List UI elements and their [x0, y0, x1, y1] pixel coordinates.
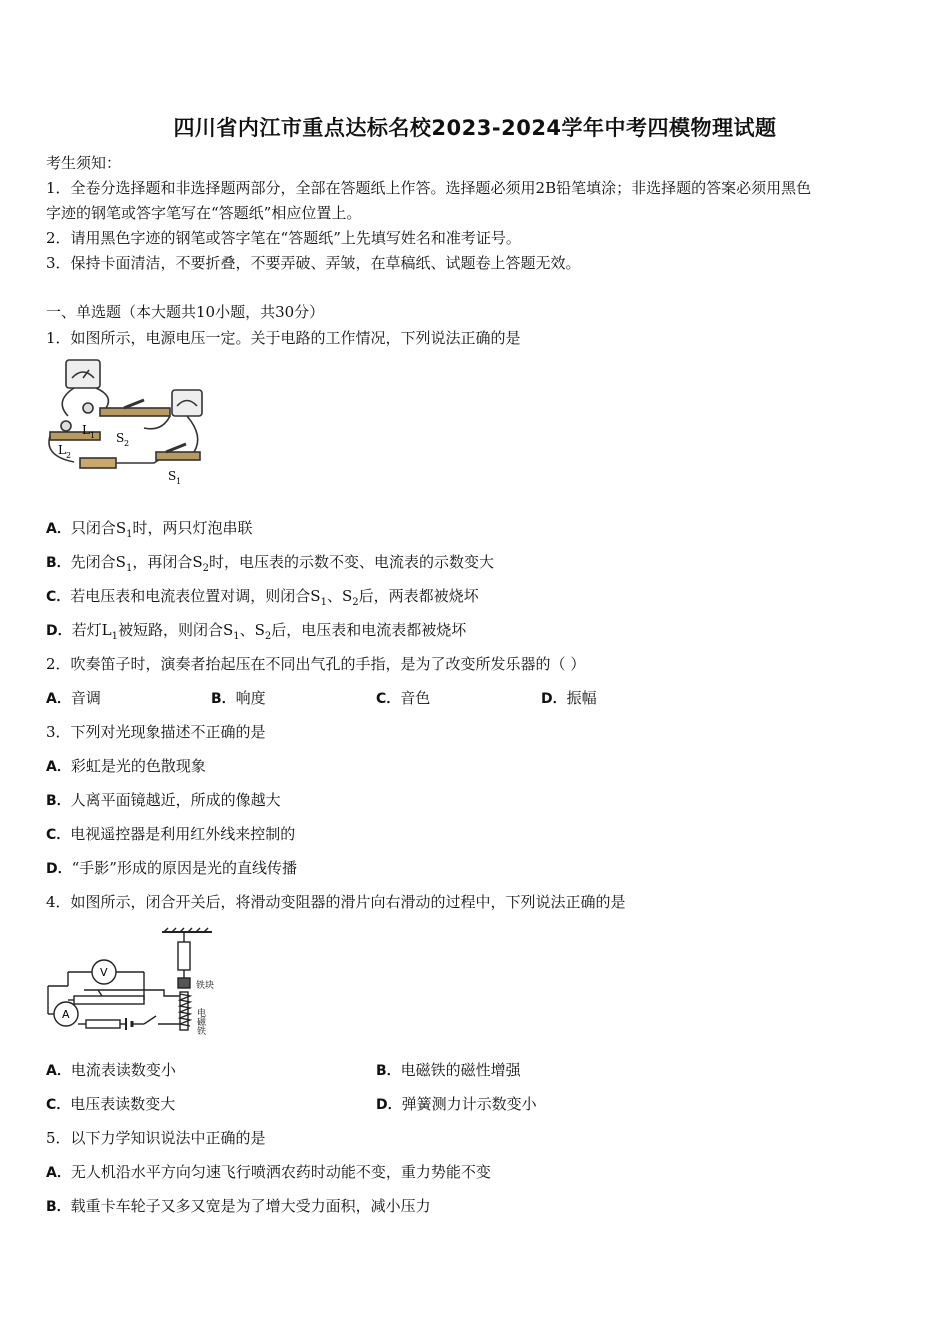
q2-option-b: B．响度 [211, 689, 266, 707]
q4-option-c: C．电压表读数变大 [46, 1095, 176, 1113]
circuit-figure-1 [44, 356, 214, 486]
q5-option-a: A．无人机沿水平方向匀速飞行喷洒农药时动能不变，重力势能不变 [46, 1163, 491, 1181]
switch-icon [144, 1016, 156, 1024]
q1-option-d: D．若灯$L_1$被短路，则闭合$S_1$、$S_2$后，电压表和电流表都被烧坏 [46, 621, 467, 642]
label-l2: L [58, 443, 66, 457]
q3-option-c: C．电视遥控器是利用红外线来控制的 [46, 825, 296, 843]
notice-item: 2．请用黑色字迹的钢笔或答字笔在“答题纸”上先填写姓名和准考证号。 [46, 229, 521, 247]
switch-s2-base-icon [100, 408, 170, 416]
question-4-stem: 4．如图所示，闭合开关后，将滑动变阻器的滑片向右滑动的过程中，下列说法正确的是 [46, 893, 626, 911]
q2-option-c: C．音色 [376, 689, 431, 707]
notice-heading: 考生须知： [46, 154, 122, 172]
svg-text:1: 1 [90, 431, 96, 440]
resistor-icon [86, 1020, 120, 1028]
svg-text:2: 2 [124, 439, 130, 448]
question-3-stem: 3．下列对光现象描述不正确的是 [46, 723, 266, 741]
q2-option-d: D．振幅 [541, 689, 597, 707]
label-electromagnet: 电磁铁 [195, 1008, 205, 1035]
iron-block-icon [178, 978, 190, 988]
q1-option-b: B．先闭合$S_1$，再闭合$S_2$时，电压表的示数不变、电流表的示数变大 [46, 553, 494, 574]
q1-option-c: C．若电压表和电流表位置对调，则闭合$S_1$、$S_2$后，两表都被烧坏 [46, 587, 479, 608]
label-s1: S [168, 469, 177, 483]
q4-option-d: D．弹簧测力计示数变小 [376, 1095, 537, 1113]
q3-option-b: B．人离平面镜越近，所成的像越大 [46, 791, 281, 809]
q2-option-a: A．音调 [46, 689, 101, 707]
svg-text:2: 2 [66, 451, 72, 460]
q5-option-b: B．载重卡车轮子又多又宽是为了增大受力面积，减小压力 [46, 1197, 431, 1215]
rheostat-icon [74, 996, 144, 1004]
circuit-figure-2 [44, 926, 244, 1044]
question-1-stem: 1．如图所示，电源电压一定。关于电路的工作情况，下列说法正确的是 [46, 329, 521, 347]
spring-scale-icon [178, 942, 190, 970]
svg-text:1: 1 [176, 477, 182, 486]
label-s2: S [116, 431, 125, 445]
label-v: V [100, 966, 108, 979]
notice-item: 1．全卷分选择题和非选择题两部分，全部在答题纸上作答。选择题必须用2B铅笔填涂；非选择题的答案必须用黑色 [46, 179, 812, 197]
lamp-l1-icon [83, 403, 93, 413]
label-iron: 铁块 [196, 981, 215, 991]
voltmeter-1-icon [66, 360, 100, 388]
q3-option-d: D．“手影”形成的原因是光的直线传播 [46, 859, 297, 877]
q4-option-b: B．电磁铁的磁性增强 [376, 1061, 521, 1079]
q1-option-a: A．只闭合$S_1$时，两只灯泡串联 [46, 519, 253, 540]
q4-option-a: A．电流表读数变小 [46, 1061, 176, 1079]
section-heading: 一、单选题（本大题共10小题，共30分） [46, 303, 325, 321]
label-l1: L [82, 423, 90, 437]
page-title: 四川省内江市重点达标名校2023-2024学年中考四模物理试题 [173, 116, 777, 140]
notice-item: 字迹的钢笔或答字笔写在“答题纸”相应位置上。 [46, 204, 362, 222]
ammeter-icon [172, 390, 202, 416]
switch-s1-base-icon [156, 452, 200, 460]
label-a: A [62, 1008, 70, 1021]
question-2-stem: 2．吹奏笛子时，演奏者抬起压在不同出气孔的手指，是为了改变所发乐器的（ ） [46, 655, 586, 673]
question-5-stem: 5．以下力学知识说法中正确的是 [46, 1129, 266, 1147]
battery-icon [80, 458, 116, 468]
q3-option-a: A．彩虹是光的色散现象 [46, 757, 206, 775]
lamp-l2-icon [61, 421, 71, 431]
notice-item: 3．保持卡面清洁，不要折叠，不要弄破、弄皱，在草稿纸、试题卷上答题无效。 [46, 254, 581, 272]
